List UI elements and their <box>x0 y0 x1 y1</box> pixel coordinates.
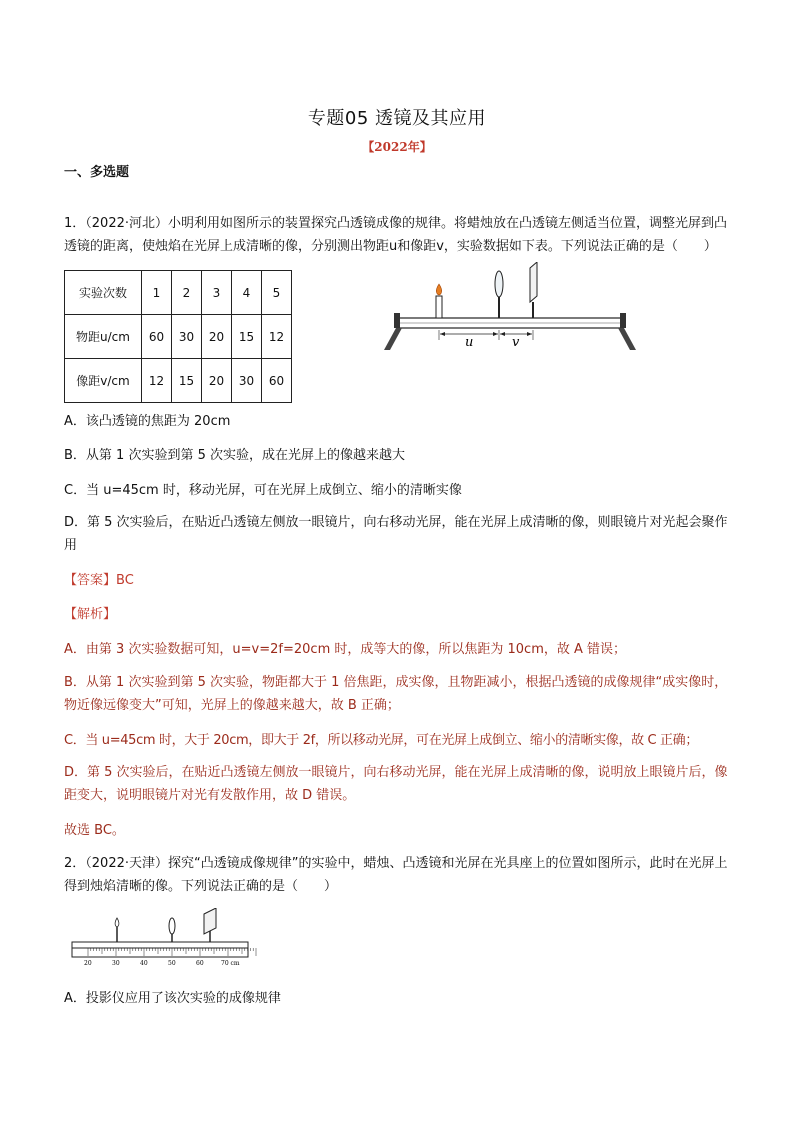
q1-answer-line <box>64 569 728 588</box>
q1-option-d: D．第 5 次实验后，在贴近凸透镜左侧放一眼镜片，向右移动光屏，能在光屏上成清晰的像，则眼镜片对光起会聚作用 <box>64 515 728 553</box>
u-label: u <box>465 335 474 350</box>
ruler-bench-figure <box>70 908 260 968</box>
ruler-label: 40 <box>140 960 148 967</box>
ruler-label: 50 <box>168 960 176 967</box>
ruler-label: 60 <box>196 960 204 967</box>
q1-stem: 1．（2022·河北）小明利用如图所示的装置探究凸透镜成像的规律。将蜡烛放在凸透镜左侧适当位置，调整光屏到凸透镜的距离，使烛焰在光屏上成清晰的像，分别测出物距u和像距v，实验数据如下表。下列说法正确的是（ ） <box>64 216 727 254</box>
page-title: 专题05 透镜及其应用 <box>307 108 487 129</box>
table-row: 像距v/cm 12 15 20 30 60 <box>65 359 292 403</box>
q2-option-a: A．投影仪应用了该次实验的成像规律 <box>64 991 281 1006</box>
ruler-label: 20 <box>84 960 92 967</box>
analysis-conclusion: 故选 BC。 <box>64 823 125 838</box>
q2-stem: 2．（2022·天津）探究“凸透镜成像规律”的实验中，蜡烛、凸透镜和光屏在光具座上的位置如图所示，此时在光屏上得到烛焰清晰的像。下列说法正确的是（ ） <box>64 856 728 894</box>
answer-label: 【答案】 <box>64 573 117 588</box>
candle-icon <box>115 918 119 942</box>
candle-icon <box>436 284 442 318</box>
v-label: v <box>512 335 520 350</box>
optical-bench-figure <box>380 262 640 354</box>
convex-lens-icon <box>169 918 175 942</box>
q1-option-b: B．从第 1 次实验到第 5 次实验，成在光屏上的像越来越大 <box>64 448 405 463</box>
year-tag: 【2022年】 <box>362 140 432 154</box>
light-screen-icon <box>204 908 216 942</box>
ruler-label: 70 cm <box>221 960 240 967</box>
table-row: 物距u/cm 60 30 20 15 12 <box>65 315 292 359</box>
convex-lens-icon <box>495 271 503 318</box>
q1-option-a: A．该凸透镜的焦距为 20cm <box>64 414 231 429</box>
analysis-label: 【解析】 <box>64 607 117 622</box>
analysis-d: D．第 5 次实验后，在贴近凸透镜左侧放一眼镜片，向右移动光屏，能在光屏上成清晰的像，说明放上眼镜片后，像距变大，说明眼镜片对光有发散作用，故 D 错误。 <box>64 765 728 803</box>
light-screen-icon <box>530 262 537 318</box>
answer-value: BC <box>116 573 134 588</box>
analysis-c: C．当 u=45cm 时，大于 20cm，即大于 2f，所以移动光屏，可在光屏上成倒立、缩小的清晰实像，故 C 正确； <box>64 733 698 748</box>
table-row: 实验次数 1 2 3 4 5 <box>65 271 292 315</box>
q1-data-table <box>64 270 292 403</box>
analysis-b: B．从第 1 次实验到第 5 次实验，物距都大于 1 倍焦距，成实像，且物距减小，根据凸透镜的成像规律“成实像时，物近像远像变大”可知，光屏上的像越来越大，故 B 正确； <box>64 675 728 713</box>
section-heading: 一、多选题 <box>64 165 130 180</box>
analysis-a: A．由第 3 次实验数据可知，u=v=2f=20cm 时，成等大的像，所以焦距为 10cm，故 A 错误； <box>64 642 627 657</box>
ruler-label: 30 <box>112 960 120 967</box>
q1-option-c: C．当 u=45cm 时，移动光屏，可在光屏上成倒立、缩小的清晰实像 <box>64 483 462 498</box>
